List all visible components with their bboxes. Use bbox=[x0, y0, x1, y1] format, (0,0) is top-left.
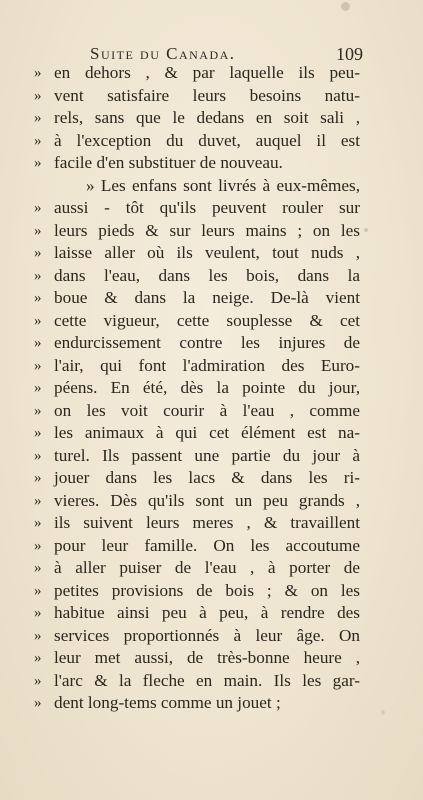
text-line bbox=[34, 490, 360, 513]
text-line bbox=[34, 400, 360, 423]
quotation-mark: » bbox=[34, 155, 42, 171]
line-text: jouer dans les lacs & dans les ri- bbox=[54, 468, 360, 487]
text-line bbox=[34, 557, 360, 580]
line-text: dent long-tems comme un jouet ; bbox=[54, 693, 281, 712]
text-line bbox=[34, 197, 360, 220]
quotation-mark: » bbox=[34, 87, 42, 104]
quotation-mark: » bbox=[34, 650, 42, 666]
line-text: à aller puiser de l'eau , à porter de bbox=[54, 558, 360, 577]
text-line bbox=[34, 265, 360, 288]
text-line bbox=[34, 107, 360, 130]
quotation-mark: » bbox=[34, 65, 42, 81]
paper-stain bbox=[381, 710, 385, 715]
quotation-mark: » bbox=[34, 672, 42, 689]
quotation-mark: » bbox=[34, 470, 42, 486]
text-line bbox=[34, 512, 360, 535]
line-text: leur met aussi, de très-bonne heure , bbox=[54, 648, 360, 667]
quotation-mark: » bbox=[34, 560, 42, 576]
line-text: vieres. Dès qu'ils sont un peu grands , bbox=[54, 490, 360, 510]
paper-stain bbox=[341, 2, 350, 11]
line-text: les animaux à qui cet élément est na- bbox=[54, 423, 360, 442]
line-text: vent satisfaire leurs besoins natu- bbox=[54, 85, 360, 105]
line-text: laisse aller où ils veulent, tout nuds , bbox=[54, 243, 360, 262]
line-text: rels, sans que le dedans en soit sali , bbox=[54, 108, 360, 127]
text-line bbox=[34, 670, 360, 693]
body-text bbox=[34, 62, 360, 715]
text-line bbox=[34, 220, 360, 243]
quotation-mark: » bbox=[34, 515, 42, 531]
quotation-mark: » bbox=[34, 425, 42, 441]
text-line bbox=[34, 242, 360, 265]
line-text: cette vigueur, cette souplesse & cet bbox=[54, 310, 360, 330]
quotation-mark: » bbox=[34, 110, 42, 126]
quotation-mark: » bbox=[34, 335, 42, 351]
line-text: l'air, qui font l'admiration des Euro- bbox=[54, 355, 360, 375]
text-line bbox=[34, 355, 360, 378]
line-text: » Les enfans sont livrés à eux-mêmes, bbox=[86, 175, 360, 195]
quotation-mark: » bbox=[34, 537, 42, 554]
line-text: ils suivent leurs meres , & travaillent bbox=[54, 513, 360, 532]
quotation-mark: » bbox=[34, 492, 42, 509]
line-text: dans l'eau, dans les bois, dans la bbox=[54, 265, 360, 285]
text-line bbox=[34, 647, 360, 670]
quotation-mark: » bbox=[34, 582, 42, 599]
text-line bbox=[34, 445, 360, 468]
quotation-mark: » bbox=[34, 200, 42, 216]
quotation-mark: » bbox=[34, 627, 42, 644]
line-text: on les voit courir à l'eau , comme bbox=[54, 400, 360, 420]
text-line bbox=[34, 580, 360, 603]
quotation-mark: » bbox=[34, 380, 42, 396]
text-line bbox=[34, 62, 360, 85]
text-line bbox=[34, 152, 360, 175]
text-line bbox=[34, 130, 360, 153]
text-line bbox=[34, 602, 360, 625]
quotation-mark: » bbox=[34, 312, 42, 329]
line-text: en dehors , & par laquelle ils peu- bbox=[54, 63, 360, 82]
line-text: habitue ainsi peu à peu, à rendre des bbox=[54, 603, 360, 622]
text-line bbox=[34, 85, 360, 108]
line-text: péens. En été, dès la pointe du jour, bbox=[54, 378, 360, 397]
line-text: pour leur famille. On les accoutume bbox=[54, 535, 360, 555]
text-line bbox=[34, 535, 360, 558]
quotation-mark: » bbox=[34, 605, 42, 621]
line-text: leurs pieds & sur leurs mains ; on les bbox=[54, 220, 360, 240]
line-text: l'arc & la fleche en main. Ils les gar- bbox=[54, 670, 360, 690]
text-line bbox=[34, 332, 360, 355]
line-text: services proportionnés à leur âge. On bbox=[54, 625, 360, 645]
paper-stain bbox=[364, 228, 368, 232]
line-text: facile d'en substituer de nouveau. bbox=[54, 153, 283, 172]
line-text: à l'exception du duvet, auquel il est bbox=[54, 130, 360, 150]
line-text: aussi - tôt qu'ils peuvent rouler sur bbox=[54, 198, 360, 217]
quotation-mark: » bbox=[34, 447, 42, 464]
line-text: petites provisions de bois ; & on les bbox=[54, 580, 360, 600]
quotation-mark: » bbox=[34, 290, 42, 306]
text-line bbox=[34, 625, 360, 648]
quotation-mark: » bbox=[34, 402, 42, 419]
quotation-mark: » bbox=[34, 245, 42, 261]
page-number: 109 bbox=[336, 44, 363, 64]
text-line bbox=[34, 422, 360, 445]
text-line bbox=[34, 287, 360, 310]
quotation-mark: » bbox=[34, 222, 42, 239]
quotation-mark: » bbox=[34, 357, 42, 374]
text-line bbox=[34, 310, 360, 333]
quotation-mark: » bbox=[34, 695, 42, 711]
quotation-mark: » bbox=[34, 132, 42, 149]
text-line bbox=[34, 692, 360, 715]
text-line bbox=[34, 467, 360, 490]
running-head: Suite du Canada. bbox=[90, 44, 236, 63]
line-text: boue & dans la neige. De-là vient bbox=[54, 288, 360, 307]
text-line bbox=[34, 377, 360, 400]
quotation-mark: » bbox=[34, 267, 42, 284]
line-text: turel. Ils passent une partie du jour à bbox=[54, 445, 360, 465]
line-text: endurcissement contre les injures de bbox=[54, 333, 360, 352]
text-line bbox=[34, 175, 360, 198]
